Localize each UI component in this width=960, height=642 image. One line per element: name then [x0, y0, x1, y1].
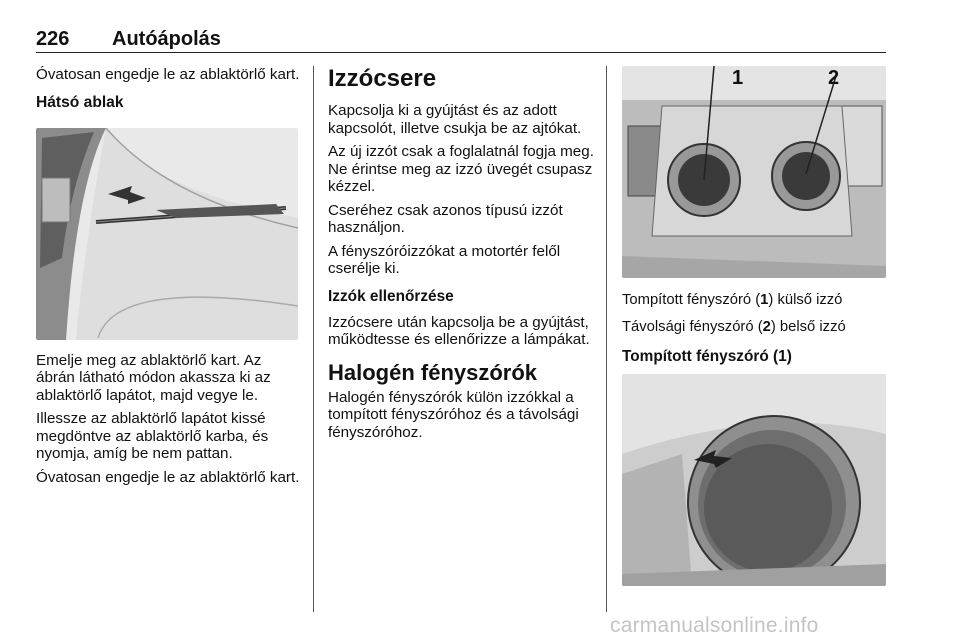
paragraph-1: Emelje meg az ablaktörlő kart. Az ábrán látható módon akassza ki az ablaktörlő lapátot, majd vegye le.	[36, 351, 271, 404]
paragraph-5: Izzócsere után kapcsolja be a gyújtást, működtesse és ellenőrizze a lámpákat.	[328, 313, 590, 348]
callout-label-2: 2	[828, 67, 840, 89]
rear-wiper-illustration	[36, 128, 298, 340]
headlight-bulbs-illustration	[622, 66, 886, 278]
low-beam-bulb-illustration	[622, 374, 886, 586]
paragraph-2: Illessze az ablaktörlő lapátot kissé megdöntve az ablaktörlő karba, és nyomja, amíg be nem pattan.	[36, 410, 269, 462]
heading-halogen-headlights: Halogén fényszórók	[328, 359, 538, 385]
heading-bulb-check: Izzók ellenőrzése	[328, 287, 454, 305]
column-divider-2	[606, 66, 607, 612]
paragraph-2: Az új izzót csak a foglalatnál fogja meg. Ne érintse meg az izzó üvegét csupasz kézzel.	[328, 143, 594, 195]
column-left	[36, 66, 304, 492]
paragraph-1: Kapcsolja ki a gyújtást és az adott kapcsolót, illetve csukja be az ajtókat.	[328, 102, 582, 137]
heading-low-beam: Tompított fényszóró (1)	[622, 348, 792, 365]
section-title-bulb-replacement: Izzócsere	[328, 65, 437, 92]
page-number: 226	[36, 28, 70, 50]
paragraph-3: Cseréhez csak azonos típusú izzót használjon.	[328, 201, 563, 236]
paragraph-intro: Óvatosan engedje le az ablaktörlő kart.	[36, 66, 300, 83]
callout-label-1: 1	[732, 67, 744, 89]
heading-rear-window: Hátsó ablak	[36, 93, 124, 111]
paragraph-6: Halogén fényszórók külön izzókkal a tompított fényszóróhoz és a távolsági fényszóróhoz.	[328, 388, 579, 441]
page-header	[36, 28, 886, 53]
column-divider-1	[313, 66, 314, 612]
column-middle	[328, 66, 594, 447]
caption-low-beam: Tompított fényszóró (1) külső izzó	[622, 292, 843, 308]
chapter-title: Autóápolás	[112, 28, 221, 50]
column-right	[622, 66, 886, 586]
paragraph-4: A fényszóróizzókat a motortér felől cserélje ki.	[328, 242, 561, 277]
paragraph-3: Óvatosan engedje le az ablaktörlő kart.	[36, 468, 300, 486]
caption-high-beam: Távolsági fényszóró (2) belső izzó	[622, 319, 846, 335]
watermark: carmanualsonline.info	[610, 614, 819, 637]
